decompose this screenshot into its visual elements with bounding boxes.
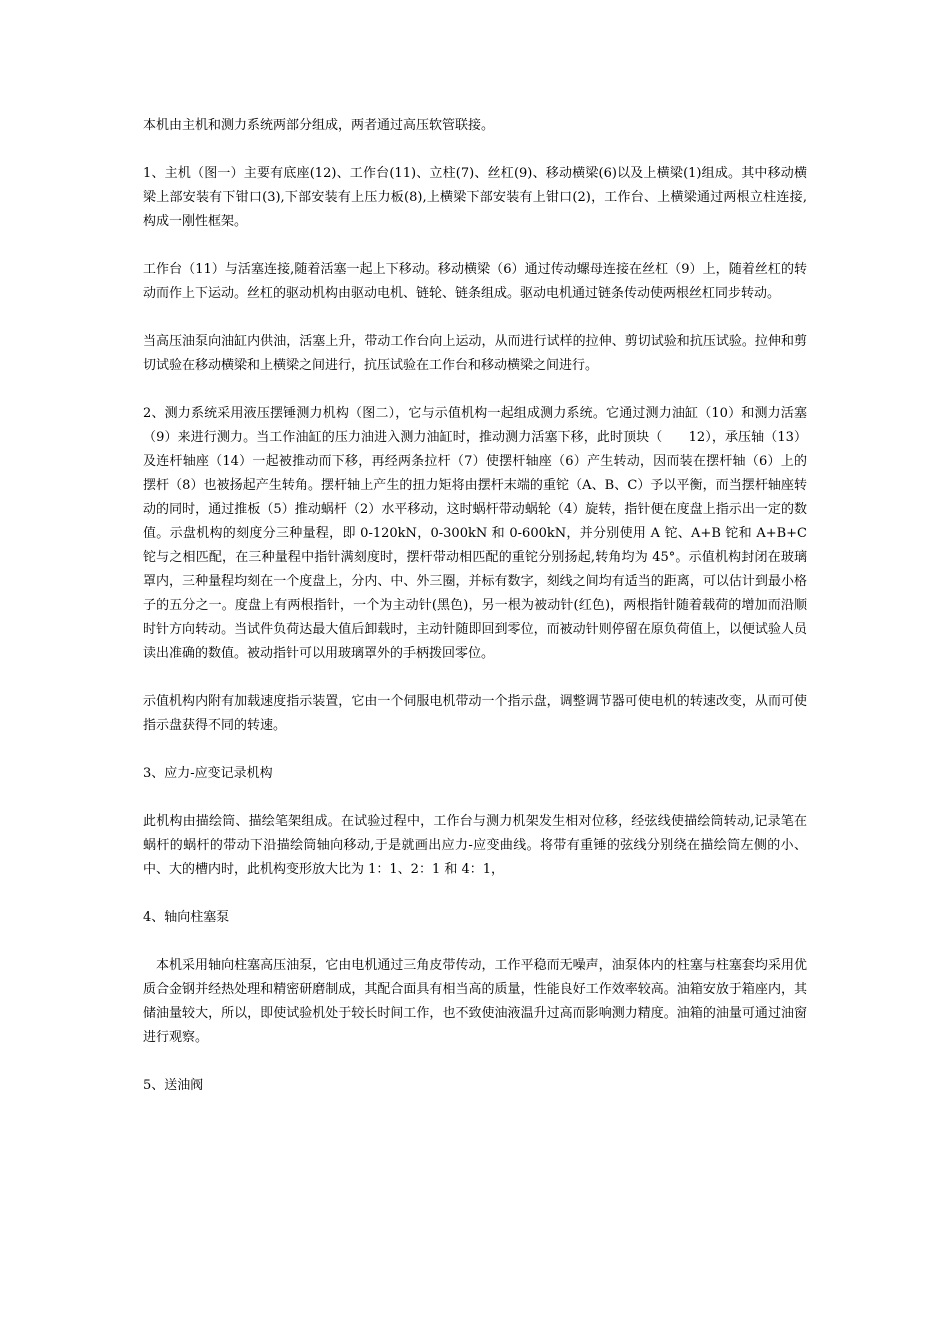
paragraph-speed-indicator: 示值机构内附有加载速度指示装置，它由一个伺服电机带动一个指示盘，调整调节器可使电机的转速改变，从而可使指示盘获得不同的转速。 <box>143 694 807 733</box>
heading-oil-valve: 5、送油阀 <box>143 1078 204 1093</box>
heading-plunger-pump: 4、轴向柱塞泵 <box>143 910 230 925</box>
paragraph-pump-supply: 当高压油泵向油缸内供油，活塞上升，带动工作台向上运动，从而进行试样的拉伸、剪切试验和抗压试验。拉伸和剪切试验在移动横梁和上横梁之间进行，抗压试验在工作台和移动横梁之间进行。 <box>143 334 807 373</box>
paragraph-worktable: 工作台（11）与活塞连接,随着活塞一起上下移动。移动横梁（6）通过传动螺母连接在丝杠（9）上，随着丝杠的转动而作上下运动。丝杠的驱动机构由驱动电机、链轮、链条组成。驱动电机通过链条传动使两根丝杠同步转动。 <box>143 262 807 301</box>
heading-stress-strain: 3、应力-应变记录机构 <box>143 766 273 781</box>
paragraph-main-machine: 1、主机（图一）主要有底座(12)、工作台(11)、立柱(7)、丝杠(9)、移动横梁(6)以及上横梁(1)组成。其中移动横梁上部安装有下钳口(3),下部安装有上压力板(8),上横梁下部安装有上钳口(2)，工作台、上横梁通过两根立柱连接,构成一刚性框架。 <box>143 166 807 229</box>
paragraph-recorder: 此机构由描绘筒、描绘笔架组成。在试验过程中，工作台与测力机架发生相对位移，经弦线使描绘筒转动,记录笔在蜗杆的蜗杆的带动下沿描绘筒轴向移动,于是就画出应力-应变曲线。将带有重锤的弦线分别绕在描绘筒左侧的小、中、大的槽内时，此机构变形放大比为 1：1、2：1 和 4：1， <box>143 814 807 877</box>
paragraph-force-system: 2、测力系统采用液压摆锤测力机构（图二），它与示值机构一起组成测力系统。它通过测力油缸（10）和测力活塞（9）来进行测力。当工作油缸的压力油进入测力油缸时，推动测力活塞下移，此时顶块（ 12），承压轴（13）及连杆轴座（14）一起被推动而下移，再经两条拉杆（7）使摆杆轴座（6）产生转动，因而装在摆杆轴（6）上的摆杆（8）也被扬起产生转角。摆杆轴上产生的扭力矩将由摆杆末端的重铊（A、B、C）予以平衡，而当摆杆轴座转动的同时，通过推板（5）推动蜗杆（2）水平移动，这时蜗杆带动蜗轮（4）旋转，指针便在度盘上指示出一定的数值。示盘机构的刻度分三种量程，即 0-120kN，0-300kN 和 0-600kN，并分别使用 A 铊、A+B 铊和 A+B+C 铊与之相匹配，在三种量程中指针满刻度时，摆杆带动相匹配的重铊分别扬起,转角均为 45°。示值机构封闭在玻璃罩内，三种量程均刻在一个度盘上，分内、中、外三圈，并标有数字，刻线之间均有适当的距离，可以估计到最小格子的五分之一。度盘上有两根指针，一个为主动针(黑色)，另一根为被动针(红色)，两根指针随着载荷的增加而沿顺时针方向转动。当试件负荷达最大值后卸载时，主动针随即回到零位，而被动针则停留在原负荷值上，以便试验人员读出准确的数值。被动指针可以用玻璃罩外的手柄拨回零位。 <box>143 406 807 661</box>
document-body <box>143 114 807 1098</box>
paragraph-plunger-pump: 本机采用轴向柱塞高压油泵，它由电机通过三角皮带传动，工作平稳而无噪声，油泵体内的柱塞与柱塞套均采用优质合金钢并经热处理和精密研磨制成，其配合面具有相当高的质量，性能良好工作效率较高。油箱安放于箱座内，其储油量较大，所以，即使试验机处于较长时间工作，也不致使油液温升过高而影响测力精度。油箱的油量可通过油窗进行观察。 <box>143 958 807 1045</box>
paragraph-intro: 本机由主机和测力系统两部分组成，两者通过高压软管联接。 <box>143 118 495 133</box>
